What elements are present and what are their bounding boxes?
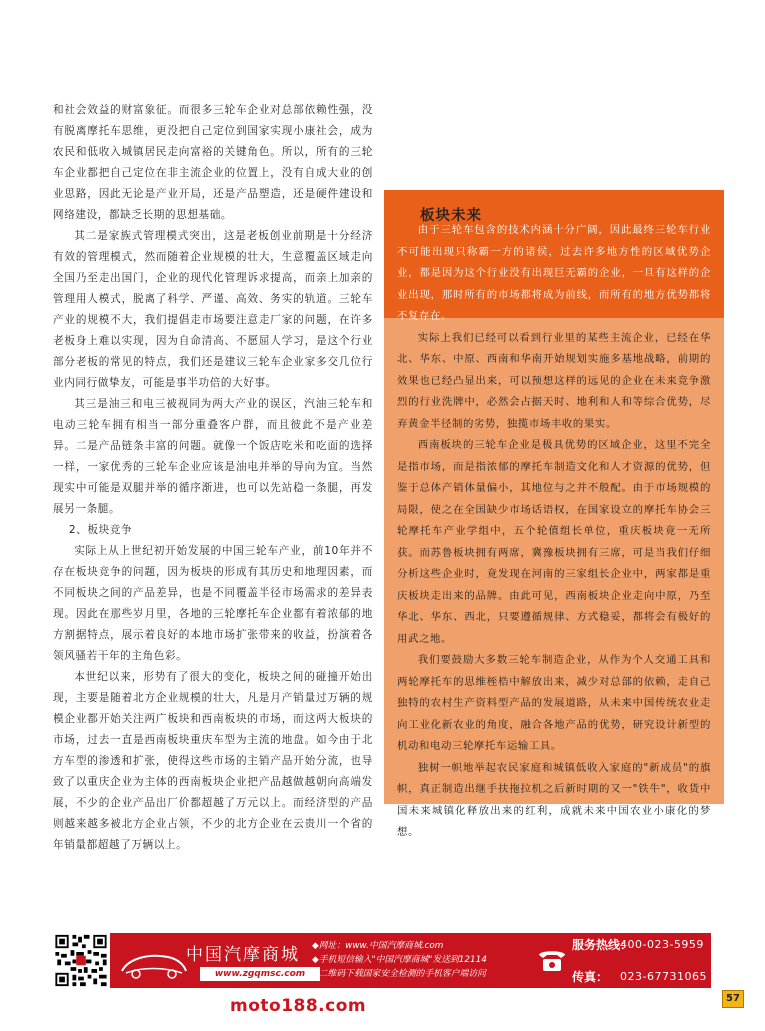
fax-number: 023-67731065 (620, 970, 707, 983)
paragraph: 我们要鼓励大多数三轮车制造企业，从作为个人交通工具和两轮摩托车的思维桎梏中解放出来，减少对总部的依赖，走自己独特的农村生产资料型产品的发展道路，从未来中国传统农业走向工业化新农业的角度，融合各地产品的优势，研究设计新型的机动和电动三轮摩托车运输工具。 (397, 654, 711, 752)
contact-info (572, 937, 712, 985)
ad-info-lines (312, 939, 542, 981)
sidebar-title: 板块未来 (420, 208, 482, 224)
service-hotline-number[interactable]: 400-023-5959 (620, 938, 704, 951)
advertisement-banner[interactable] (52, 933, 711, 988)
qr-code-icon[interactable] (52, 933, 110, 988)
footer-site-url[interactable]: moto188.com (230, 996, 367, 1016)
fax-label: 传真： (572, 970, 609, 984)
paragraph: 其三是油三和电三被视同为两大产业的误区，汽油三轮车和电动三轮车拥有相当一部分重叠客户群，而且彼此不是产业差异。二是产品链条丰富的问题。就像一个饭店吃米和吃面的选择一样，一家优秀的三轮车企业应该是油电并举的导向为宜。当然现实中可能是双腿并举的循序渐进，也可以先站稳一条腿，再发展另一条腿。 (53, 398, 373, 515)
ad-line-sms: ◆手机短信输入"中国汽摩商城"发送到12114 (312, 955, 487, 965)
paragraph: 独树一帜地举起农民家庭和城镇低收入家庭的"新成员"的旗帜，真正制造出继手扶拖拉机之后新时期的又一"铁牛"，收货中国未来城镇化释放出来的红利，成就未来中国农业小康化的梦想。 (397, 761, 711, 838)
paragraph: 其二是家族式管理模式突出，这是老板创业前期是十分经济有效的管理模式，然而随着企业规模的壮大，生意覆盖区域走向全国乃至走出国门，企业的现代化管理诉求提高，而亲上加亲的管理用人模式，脱离了科学、严谨、高效、务实的轨道。三轮车产业的规模不大，我们提倡走市场要注意走厂家的问题，在许多老板身上难以实现，因为自命清高、不愿屈人学习，是这个行业部分老板的常见的特点，我们还是建议三轮车企业家多交几位行业内同行做挚友，可能是事半功倍的大好事。 (53, 230, 373, 389)
ad-line-qr: ◆二维码下载国家安全检测的手机客户端访问 (312, 969, 486, 979)
paragraph: 实际上从上世纪初开始发展的中国三轮车产业，前10年并不存在板块竞争的问题，因为板块的形成有其历史和地理因素，而不同板块之间的产品差异，也是不同覆盖半径市场需求的差异表现。因此在那些岁月里，各地的三轮摩托车企业都有着浓郁的地方割据特点，展示着良好的本地市场扩张带来的收益，扮演着各领风骚若干年的主角色彩。 (53, 545, 373, 662)
phone-icon (536, 946, 568, 974)
sidebar-box (384, 190, 724, 838)
section-heading: 2、板块竞争 (68, 524, 133, 536)
sidebar-text (397, 220, 711, 844)
page-number: 57 (722, 990, 744, 1008)
article-left-column (53, 100, 373, 856)
paragraph: 实际上我们已经可以看到行业里的某些主流企业，已经在华北、华东、中原、西南和华南开始规划实施多基地战略，前期的效果也已经凸显出来，可以预想这样的远见的企业在未来竞争激烈的行业洗牌中，必然会占据天时、地利和人和等综合优势，尽弃黄金半径制的劣势，独揽市场丰收的果实。 (397, 331, 711, 430)
ad-line-website[interactable]: ◆网址：www.中国汽摩商城.com (312, 941, 444, 951)
brand-url[interactable]: www.zgqmsc.com (200, 967, 320, 981)
car-logo-icon (118, 945, 188, 981)
service-hotline-label: 服务热线： (572, 938, 633, 952)
brand-name: 中国汽摩商城 (186, 945, 300, 965)
paragraph: 和社会效益的财富象征。而很多三轮车企业对总部依赖性强，没有脱离摩托车思维，更没把自己定位到国家实现小康社会，成为农民和低收入城镇居民走向富裕的关键角色。所以，所有的三轮车企业都把自己定位在非主流企业的位置上，没有自成大业的创业思路，因此无论是产业开局，还是产品塑造，还是硬件建设和网络建设，都缺乏长期的思想基础。 (53, 104, 373, 221)
paragraph: 由于三轮车包含的技术内涵十分广阔，因此最终三轮车行业不可能出现只称霸一方的诸侯，过去许多地方性的区域优势企业，都是因为这个行业没有出现巨无霸的企业，一旦有这样的企业出现，那时所有的市场都将成为前线，而所有的地方优势都将不复存在。 (397, 224, 711, 322)
paragraph: 本世纪以来，形势有了很大的变化，板块之间的碰撞开始出现，主要是随着北方企业规模的壮大，凡是月产销量过万辆的规模企业都开始关注两广板块和西南板块的市场，而这两大板块的市场，过去一直是西南板块重庆车型为主流的地盘。如今由于北方车型的渗透和扩张，使得这些市场的主销产品开始分流，也导致了以重庆企业为主体的西南板块企业把产品越做越朝向高端发展，不少的企业产品出厂价都超越了万元以上。而经济型的产品则越来越多被北方企业占领，不少的北方企业在云贵川一个省的年销量都超越了万辆以上。 (53, 671, 373, 851)
paragraph: 西南板块的三轮车企业是极具优势的区域企业，这里不完全是指市场，而是指浓郁的摩托车制造文化和人才资源的优势，但鉴于总体产销体量偏小，其地位与之并不般配。由于市场规模的局限，使之在全国缺少市场话语权，在国家设立的摩托车协会三轮摩托车产业学组中，五个轮值组长单位，重庆板块竟一无所获。而苏鲁板块拥有两席，冀豫板块拥有三席，可是当我们仔细分析这些企业时，竟发现在河南的三家组长企业中，两家都是重庆板块走出来的品牌。由此可见，西南板块企业走向中原，乃至华北、华东、西北，只要遵循规律、方式稳妥，都将会有极好的用武之地。 (397, 439, 711, 645)
